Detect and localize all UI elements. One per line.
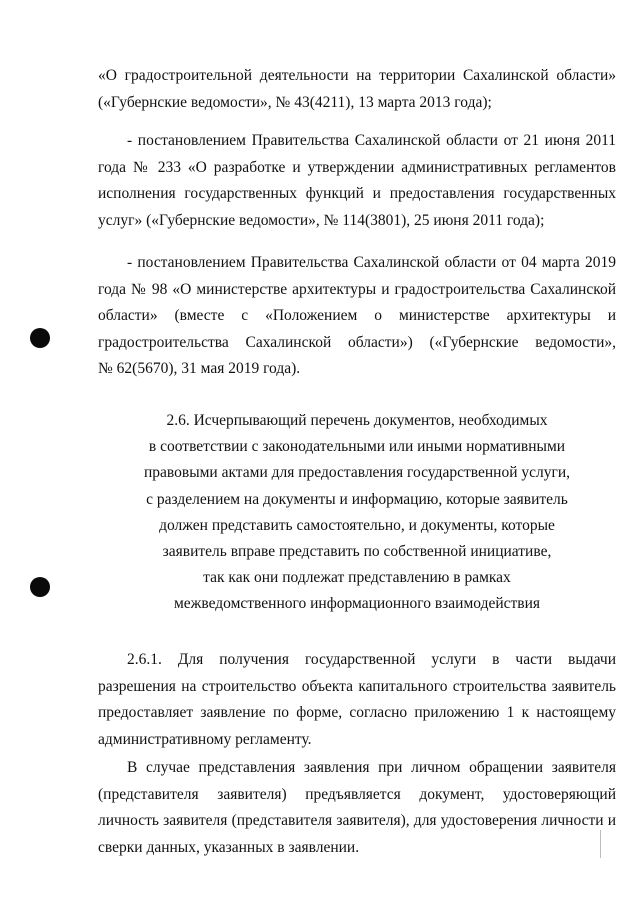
heading-line: с разделением на документы и информацию, которые заявитель	[146, 490, 568, 508]
text-line: года № 98 «О министерстве архитектуры и градостроительства Сахалинской	[98, 280, 616, 298]
text-line: (представителя заявителя) предъявляется документ, удостоверяющий	[98, 785, 616, 803]
text-line: разрешения на строительство объекта капитального строительства заявитель	[98, 677, 616, 695]
text-line: исполнения государственных функций и предоставления государственных	[98, 185, 616, 202]
text-line: - постановлением Правительства Сахалинской области от 04 марта 2019	[127, 254, 616, 271]
text-line: сверки данных, указанных в заявлении.	[98, 838, 360, 856]
heading-line: 2.6. Исчерпывающий перечень документов, необходимых	[166, 412, 548, 429]
text-line: предоставляет заявление по форме, согласно приложению 1 к настоящему	[98, 704, 616, 721]
heading-line: межведомственного информационного взаимодействия	[173, 595, 541, 613]
paragraph-law-reference	[98, 63, 616, 116]
paragraph-2-6-1	[98, 647, 616, 753]
text-line: года № 233 «О разработке и утверждении административных регламентов	[98, 158, 616, 176]
text-line: В случае представления заявления при личном обращении заявителя	[127, 759, 616, 776]
heading-line: правовыми актами для предоставления государственной услуги,	[143, 464, 571, 482]
text-line: № 62(5670), 31 мая 2019 года).	[98, 360, 301, 377]
text-line: услуг» («Губернские ведомости», № 114(3801), 25 июня 2011 года);	[98, 211, 545, 229]
section-heading-2-6	[98, 408, 616, 618]
text-line: («Губернские ведомости», № 43(4211), 13 марта 2013 года);	[98, 93, 492, 111]
heading-line: в соответствии с законодательными или иными нормативными	[148, 438, 566, 456]
paragraph-resolution-233	[98, 128, 616, 234]
text-line: административному регламенту.	[98, 730, 312, 748]
text-line: - постановлением Правительства Сахалинской области от 21 июня 2011	[127, 132, 616, 149]
punch-hole-top	[30, 328, 50, 348]
scan-artifact	[600, 830, 601, 858]
text-line: 2.6.1. Для получения государственной услуги в части выдачи	[127, 651, 616, 668]
heading-line: заявитель вправе представить по собственной инициативе,	[162, 543, 552, 561]
text-line: «О градостроительной деятельности на территории Сахалинской области»	[98, 67, 616, 84]
punch-hole-bottom	[30, 577, 50, 597]
text-line: личность заявителя (представителя заявителя), для удостоверения личности и	[98, 812, 616, 829]
heading-line: должен представить самостоятельно, и документы, которые	[159, 516, 555, 534]
paragraph-resolution-98	[98, 250, 616, 383]
heading-line: так как они подлежат представлению в рамках	[203, 569, 511, 587]
text-line: градостроительства Сахалинской области») («Губернские ведомости»,	[98, 333, 616, 351]
text-line: области» (вместе с «Положением о министерстве архитектуры и	[98, 307, 616, 324]
paragraph-personal-appeal	[98, 755, 616, 861]
